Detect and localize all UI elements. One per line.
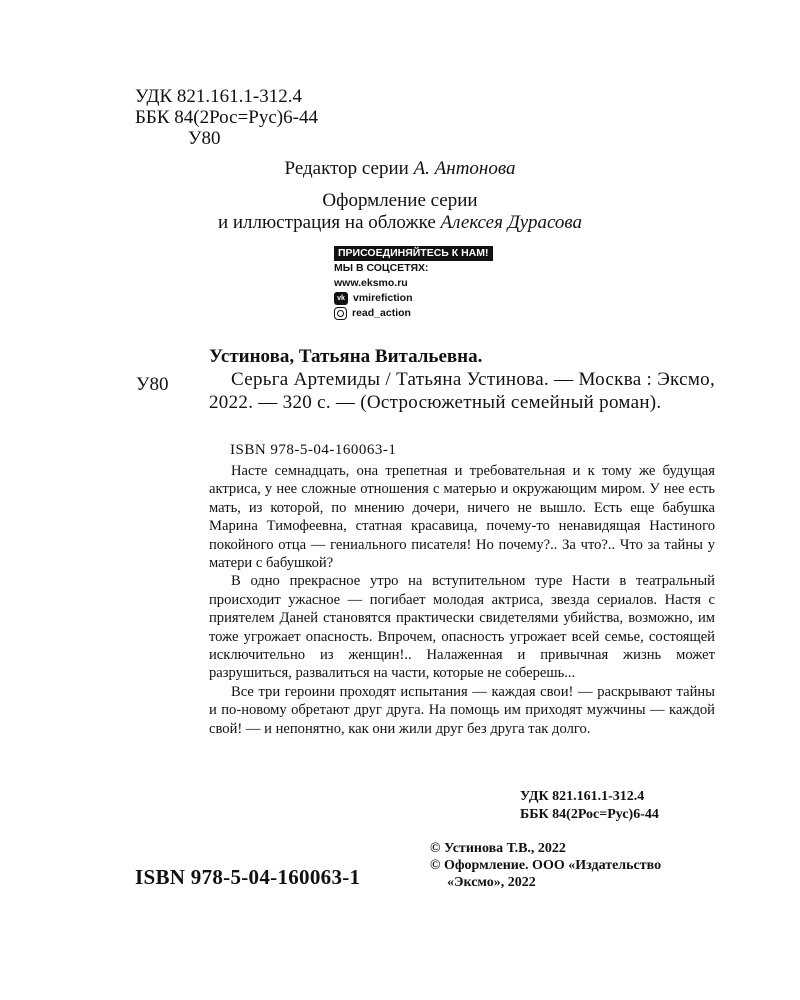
catalog-code: У80 (136, 374, 169, 395)
annotation-paragraph-2: В одно прекрасное утро на вступительном туре Насти в театральный происходит ужасное — погибает молодая актриса, звезда сериалов. Настя с приятелем Даней становятся практически свидетелями убийства, возможно, им тоже угрожает опасность. Впрочем, опасность угрожает всей семье, состоящей исключительно из женщин!.. Налаженная и привычная жизнь может разрушиться, развалиться на части, которые не соберешь... (209, 573, 715, 682)
vk-row[interactable] (334, 291, 524, 306)
bottom-classification-codes (520, 788, 659, 824)
bbk-code: ББК 84(2Рос=Рус)6-44 (135, 107, 318, 128)
design-line-2 (0, 212, 800, 234)
isbn-large: ISBN 978-5-04-160063-1 (135, 865, 361, 889)
instagram-row[interactable] (334, 306, 524, 321)
design-line-2-label: и иллюстрация на обложке (217, 212, 441, 233)
design-credit (0, 190, 800, 234)
copyright-author: © Устинова Т.В., 2022 (430, 841, 566, 856)
author-heading: Устинова, Татьяна Витальевна. (209, 346, 483, 367)
social-block (334, 246, 524, 321)
copyright-design-cont: «Эксмо», 2022 (447, 875, 536, 890)
social-site-link[interactable]: www.eksmo.ru (334, 277, 408, 289)
udk-code: УДК 821.161.1-312.4 (135, 86, 302, 107)
series-editor-label: Редактор серии (284, 158, 414, 179)
annotation-paragraph-1: Насте семнадцать, она трепетная и требовательная и к тому же будущая актриса, у нее сложные отношения с матерью и окружающим миром. У нее есть мать, из которой, по мнению дочери, ничего не вышло. Есть еще бабушка Марина Тимофеевна, статная красавица, почему-то ненавидящая Настиного покойного отца — гениального писателя! Но почему?.. За что?.. Что за тайны у матери с бабушкой? (209, 463, 715, 572)
instagram-handle: read_action (352, 307, 411, 319)
vk-handle: vmirefiction (353, 292, 413, 304)
social-subtitle: МЫ В СОЦСЕТЯХ: (334, 262, 429, 274)
annotation (209, 462, 715, 738)
bottom-bbk: ББК 84(2Рос=Рус)6-44 (520, 807, 659, 822)
annotation-paragraph-3: Все три героини проходят испытания — каждая свои! — раскрывают тайны и по-новому обретают друг друга. На помощь им приходят мужчины — каждой свой! — и непонятно, как они жили друг без друга так долго. (209, 683, 715, 737)
instagram-icon (334, 307, 347, 320)
copyright-block (430, 840, 661, 891)
isbn-line: ISBN 978-5-04-160063-1 (230, 442, 397, 458)
series-editor-line (0, 158, 800, 180)
vk-icon: vk (334, 292, 348, 305)
copyright-design: © Оформление. ООО «Издательство (430, 858, 662, 873)
bibliographic-description: Серьга Артемиды / Татьяна Устинова. — Москва : Эксмо, 2022. — 320 с. — (Остросюжетный семейный роман). (209, 369, 715, 413)
illustrator-name: Алексея Дурасова (440, 212, 583, 233)
design-line-1: Оформление серии (322, 190, 478, 211)
top-classification-codes (135, 86, 318, 149)
bottom-udk: УДК 821.161.1-312.4 (520, 789, 645, 804)
social-banner: ПРИСОЕДИНЯЙТЕСЬ К НАМ! (334, 246, 493, 261)
series-editor-name: А. Антонова (413, 158, 516, 179)
author-mark: У80 (188, 128, 221, 149)
